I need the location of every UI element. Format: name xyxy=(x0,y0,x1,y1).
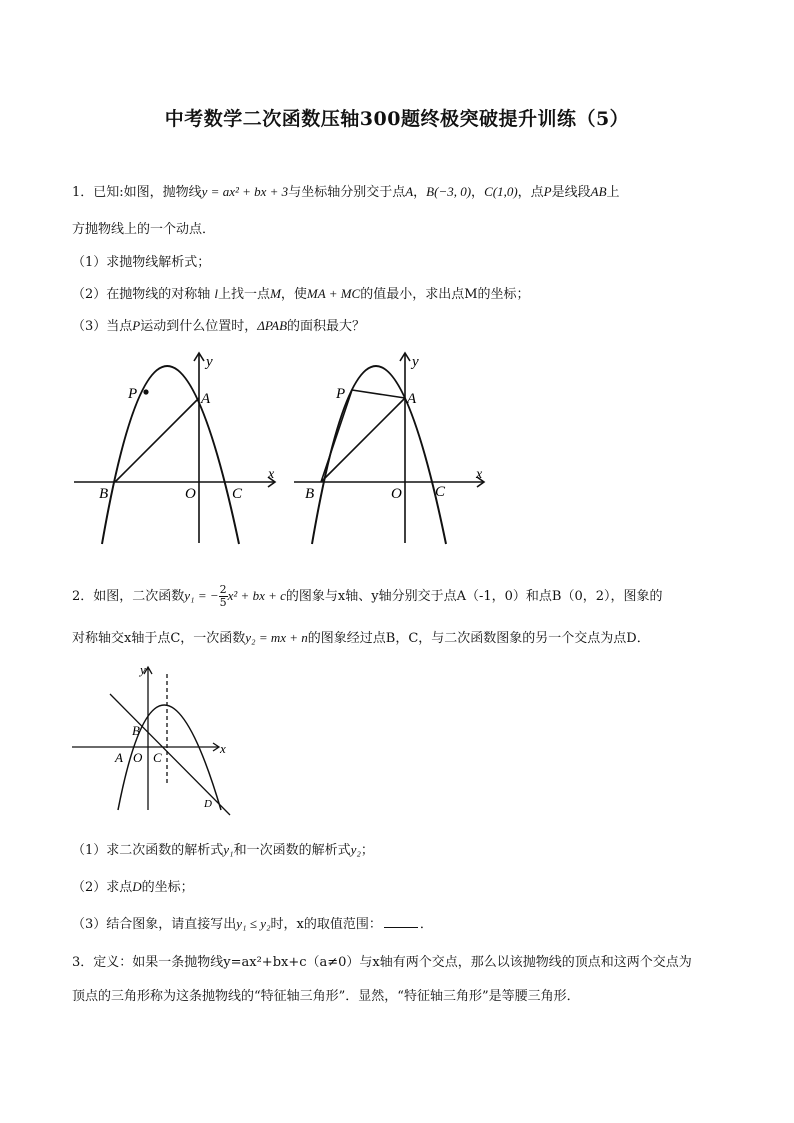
q1-text-d: 是线段 xyxy=(551,185,591,200)
q1-p3-a: （3）当点 xyxy=(72,319,133,334)
q1-text-b: 与坐标轴分别交于点 xyxy=(288,185,406,200)
q1-line-2: 方抛物线上的一个动点． xyxy=(72,222,216,237)
q1-p2-l: l xyxy=(214,286,219,301)
q1-text-c: ，点 xyxy=(517,185,544,200)
fig1-label-b: B xyxy=(99,486,109,502)
fig1-point-p-dot xyxy=(143,389,148,394)
q1-line-1: 1．已知:如图，抛物线y = ax² + bx + 3与坐标轴分别交于点A，B(−3, 0)，C(1,0)，点P是线段AB上 xyxy=(72,184,620,200)
figure-2 xyxy=(290,348,495,548)
figure-1 xyxy=(70,348,285,548)
fig3-label-c: C xyxy=(153,750,162,765)
q1-p2-eq: MA + MC xyxy=(306,286,361,301)
q2-fraction xyxy=(219,584,228,609)
fig2-parabola xyxy=(312,366,446,544)
fig1-label-a: A xyxy=(201,391,211,407)
fig2-label-a: A xyxy=(407,391,417,407)
fig1-label-p: P xyxy=(128,386,138,402)
fig3-label-y: y xyxy=(140,662,146,677)
q2-p3-a: （3）结合图象，请直接写出 xyxy=(72,917,237,932)
fig3-label-a: A xyxy=(115,750,123,765)
q1-part-3 xyxy=(72,315,365,334)
fig1-label-c: C xyxy=(232,486,243,502)
q1-equation: y = ax² + bx + 3 xyxy=(201,184,289,199)
q2-p3-ineq: y₁ ≤ y₂ xyxy=(236,916,271,931)
page-title: 中考数学二次函数压轴300题终极突破提升训练（5） xyxy=(164,108,630,130)
fig1-segment-ab xyxy=(115,398,199,482)
q2-line-1 xyxy=(72,584,663,609)
fig1-label-x: x xyxy=(268,467,275,482)
fig2-segment-pa xyxy=(352,390,405,398)
q1-p3-b: 运动到什么位置时， xyxy=(140,319,258,334)
q1-point-a: A xyxy=(405,184,414,199)
q1-part-2 xyxy=(72,283,530,302)
fig1-label-o: O xyxy=(185,486,196,502)
fig2-label-o: O xyxy=(391,486,402,502)
q2-equation: x² + bx + c xyxy=(227,588,286,603)
q2-p2-a: （2）求点 xyxy=(72,880,133,895)
q1-p3-c: 的面积最大？ xyxy=(287,319,366,334)
q1-point-b: B(−3, 0) xyxy=(426,184,472,199)
q1-p2-b: 上找一点 xyxy=(218,287,271,302)
q1-p3-tri: ΔPAB xyxy=(257,318,288,333)
fig2-label-b: B xyxy=(305,486,315,502)
fig2-label-p: P xyxy=(336,386,346,402)
q1-p2-m: M xyxy=(270,286,281,301)
q1-p2-c: ，使 xyxy=(280,287,307,302)
q2-part-3 xyxy=(72,913,433,932)
fig3-line-bc xyxy=(110,694,230,815)
answer-blank xyxy=(384,915,418,928)
q2-text-d: 的图象经过点B，C，与二次函数图象的另一个交点为点D． xyxy=(307,631,650,646)
q2-p1-b: 和一次函数的解析式 xyxy=(233,843,351,858)
fig2-label-x: x xyxy=(476,467,483,482)
q1-segment-ab: AB xyxy=(590,184,607,199)
q2-p2-b: 的坐标； xyxy=(141,880,194,895)
q2-p3-c: ． xyxy=(419,917,433,932)
q1-point-p: P xyxy=(543,184,552,199)
q1-part-1: （1）求抛物线解析式； xyxy=(72,255,211,270)
q2-p1-c: ； xyxy=(360,843,374,858)
fig3-label-o: O xyxy=(133,750,143,765)
q1-text-a: 1．已知:如图，抛物线 xyxy=(72,185,202,200)
q2-text-a: 2．如图，二次函数 xyxy=(72,589,185,604)
q2-p1-a: （1）求二次函数的解析式 xyxy=(72,843,224,858)
fig2-label-y: y xyxy=(412,354,419,370)
q2-frac-num: 2 xyxy=(219,583,227,596)
q1-text-e: 上 xyxy=(606,185,620,200)
fig3-label-b: B xyxy=(132,723,140,738)
q2-y2: y₂ = mx + n xyxy=(245,630,308,645)
q1-p3-p: P xyxy=(132,318,141,333)
fig1-label-y: y xyxy=(206,354,213,370)
q2-text-b: 的图象与x轴、y轴分别交于点A（-1，0）和点B（0，2），图象的 xyxy=(285,589,663,604)
q2-frac-den: 5 xyxy=(219,596,227,609)
q1-point-c: C(1,0) xyxy=(484,184,518,199)
q1-p2-a: （2）在抛物线的对称轴 xyxy=(72,287,211,302)
figure-3 xyxy=(70,660,240,820)
q2-p1-y2: y₂ xyxy=(350,842,361,857)
q2-line-2 xyxy=(72,627,650,646)
q2-p3-b: 时，x的取值范围： xyxy=(270,917,382,932)
fig2-label-c: C xyxy=(435,484,446,500)
q3-line-2: 顶点的三角形称为这条抛物线的“特征轴三角形”．显然，“特征轴三角形”是等腰三角形． xyxy=(72,989,580,1004)
q2-p1-y1: y₁ xyxy=(223,842,234,857)
q1-p2-d: 的值最小，求出点M的坐标； xyxy=(360,287,530,302)
fig1-parabola xyxy=(102,366,239,544)
q2-text-c: 对称轴交x轴于点C，一次函数 xyxy=(72,631,246,646)
q3-line-1: 3．定义：如果一条抛物线y=ax²+bx+c（a≠0）与x轴有两个交点，那么以该抛物线的顶点和这两个交点为 xyxy=(72,955,692,970)
q2-p2-d: D xyxy=(132,879,142,894)
q2-part-1 xyxy=(72,839,374,858)
fig2-segment-bp xyxy=(321,390,352,482)
fig3-label-x: x xyxy=(220,741,226,756)
q2-y1: y₁ = − xyxy=(184,588,219,603)
fig3-label-d: D xyxy=(204,798,212,810)
q2-part-2 xyxy=(72,876,194,895)
